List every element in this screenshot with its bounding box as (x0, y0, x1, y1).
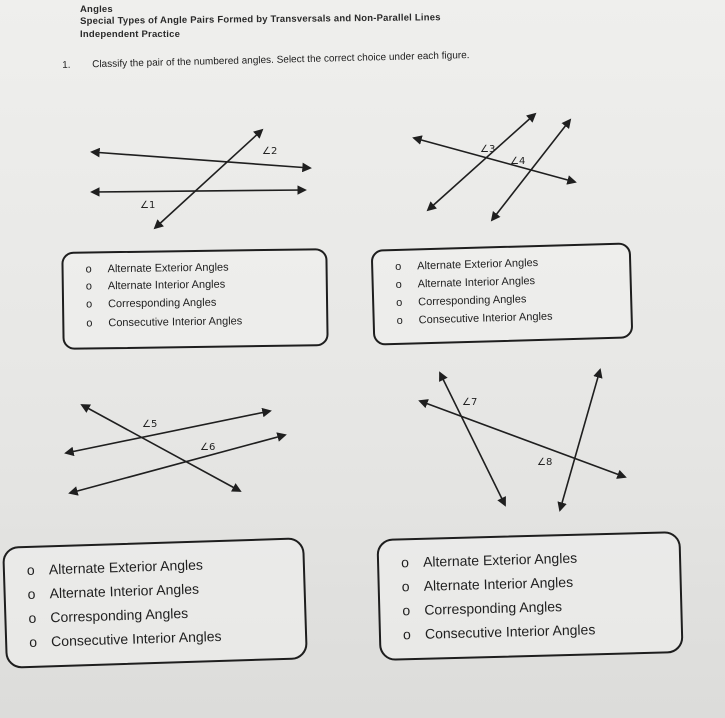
figure-1-line-bottom (92, 190, 305, 192)
figure-3 (60, 395, 295, 520)
choice-box-4 (376, 531, 683, 661)
choice-1-option-2[interactable]: o Alternate Interior Angles (85, 278, 226, 293)
worksheet-topic: Angles (80, 4, 113, 15)
figure-4-line-right (560, 370, 600, 510)
choice-3-option-2[interactable]: o Alternate Interior Angles (27, 580, 200, 602)
choice-2-option-2[interactable]: o Alternate Interior Angles (395, 275, 536, 291)
angle-label-5: ∠5 (142, 419, 158, 430)
choice-3-option-4[interactable]: o Consecutive Interior Angles (28, 627, 222, 650)
figure-3-line-lower (70, 435, 285, 493)
choice-4-option-4[interactable]: o Consecutive Interior Angles (402, 621, 596, 643)
figure-2-transversal-right (492, 120, 570, 220)
choice-1-option-4[interactable]: o Consecutive Interior Angles (86, 315, 243, 330)
choice-1-option-3[interactable]: o Corresponding Angles (85, 296, 217, 311)
choice-3-option-3[interactable]: o Corresponding Angles (28, 604, 189, 626)
angle-label-8: ∠8 (537, 457, 553, 468)
figure-4-transversal (420, 401, 625, 477)
angle-label-3: ∠3 (480, 144, 496, 155)
instructions (62, 44, 622, 71)
question-number: 1. (62, 59, 71, 71)
choice-box-3 (2, 537, 308, 668)
choice-4-option-3[interactable]: o Corresponding Angles (402, 598, 563, 619)
angle-label-6: ∠6 (200, 442, 216, 453)
figure-4 (410, 365, 630, 520)
choice-1-option-1[interactable]: o Alternate Exterior Angles (85, 261, 229, 276)
choice-4-option-1[interactable]: o Alternate Exterior Angles (400, 549, 578, 571)
figure-2 (410, 110, 595, 230)
angle-label-7: ∠7 (462, 397, 478, 408)
figure-2-diagram (410, 110, 595, 230)
worksheet-title: Special Types of Angle Pairs Formed by Transversals and Non-Parallel Lines (80, 12, 441, 27)
choice-2-option-3[interactable]: o Corresponding Angles (396, 293, 527, 309)
choice-2-option-1[interactable]: o Alternate Exterior Angles (395, 256, 539, 273)
question-text: Classify the pair of the numbered angles. Select the correct choice under each figure. (92, 50, 470, 71)
choice-box-1 (61, 248, 328, 350)
angle-label-4: ∠4 (510, 156, 526, 167)
figure-1 (80, 120, 320, 240)
figure-4-diagram (410, 365, 630, 520)
figure-4-line-left (440, 373, 505, 505)
angle-label-1: ∠1 (140, 200, 156, 211)
angle-label-2: ∠2 (262, 146, 278, 157)
figure-3-transversal (82, 405, 240, 491)
figure-1-transversal (155, 130, 262, 228)
figure-3-diagram (60, 395, 295, 520)
choice-4-option-2[interactable]: o Alternate Interior Angles (401, 573, 574, 595)
worksheet-subtitle: Independent Practice (80, 29, 181, 40)
figure-1-diagram (80, 120, 320, 240)
choice-3-option-1[interactable]: o Alternate Exterior Angles (26, 556, 204, 579)
choice-box-2 (371, 242, 634, 345)
choice-2-option-4[interactable]: o Consecutive Interior Angles (396, 310, 553, 327)
